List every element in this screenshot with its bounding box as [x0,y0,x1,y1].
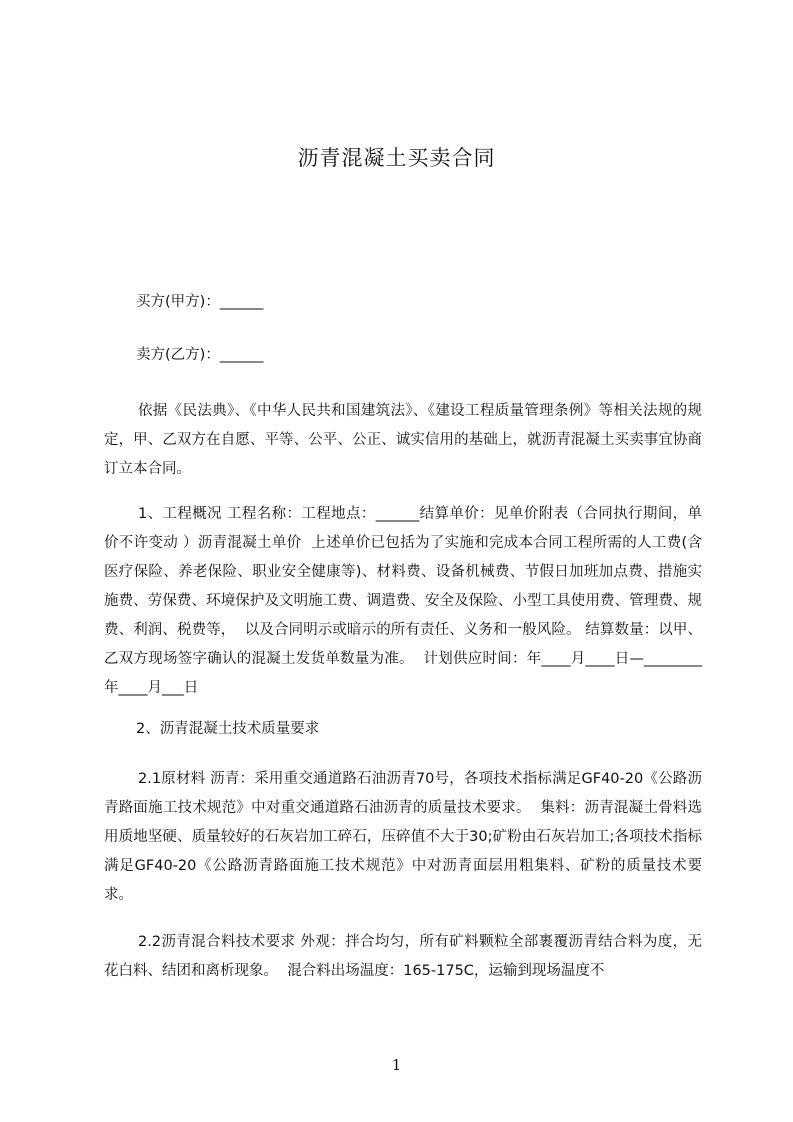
section-2-1-paragraph: 2.1原材料 沥青：采用重交通道路石油沥青70号，各项技术指标满足GF40-20《公路沥青路面施工技术规范》中对重交通道路石油沥青的质量技术要求。 集料：沥青混凝土骨料选用质地坚硬、质量较好的石灰岩加工碎石，压碎值不大于30;矿粉由石灰岩加工;各项技术指标满足GF40-20《公路沥青路面施工技术规范》中对沥青面层用粗集料、矿粉的质量技术要求。 [104,771,702,903]
section-1-paragraph: 1、工程概况 工程名称：工程地点：______结算单价：见单价附表（合同执行期间，单价不许变动 ）沥青混凝土单价 上述单价已包括为了实施和完成本合同工程所需的人工费(含医疗保险、养老保险、职业安全健康等)、材料费、设备机械费、节假日加班加点费、措施实施费、劳保费、环境保护及文明施工费、调遣费、安全及保险、小型工具使用费、管理费、规费、利润、税费等， 以及合同明示或暗示的所有责任、义务和一般风险。 结算数量：以甲、乙双方现场签字确认的混凝土发货单数量为准。 计划供应时间：年____月____日—________年____月___日 [104,506,702,696]
seller-line: 卖方(乙方)：______ [136,347,264,363]
document-title: 沥青混凝土买卖合同 [297,146,496,170]
section-2-heading: 2、沥青混凝土技术质量要求 [136,721,320,737]
section-2-2-paragraph: 2.2沥青混合料技术要求 外观：拌合均匀，所有矿料颗粒全部裹覆沥青结合料为度，无花白料、结团和离析现象。 混合料出场温度：165-175C，运输到现场温度不 [104,934,702,979]
intro-paragraph: 依据《民法典》、《中华人民共和国建筑法》、《建设工程质量管理条例》等相关法规的规定，甲、乙双方在自愿、平等、公平、公正、诚实信用的基础上，就沥青混凝土买卖事宜协商订立本合同。 [104,403,702,477]
page-number: 1 [391,1056,402,1074]
buyer-line: 买方(甲方)：______ [136,294,264,310]
